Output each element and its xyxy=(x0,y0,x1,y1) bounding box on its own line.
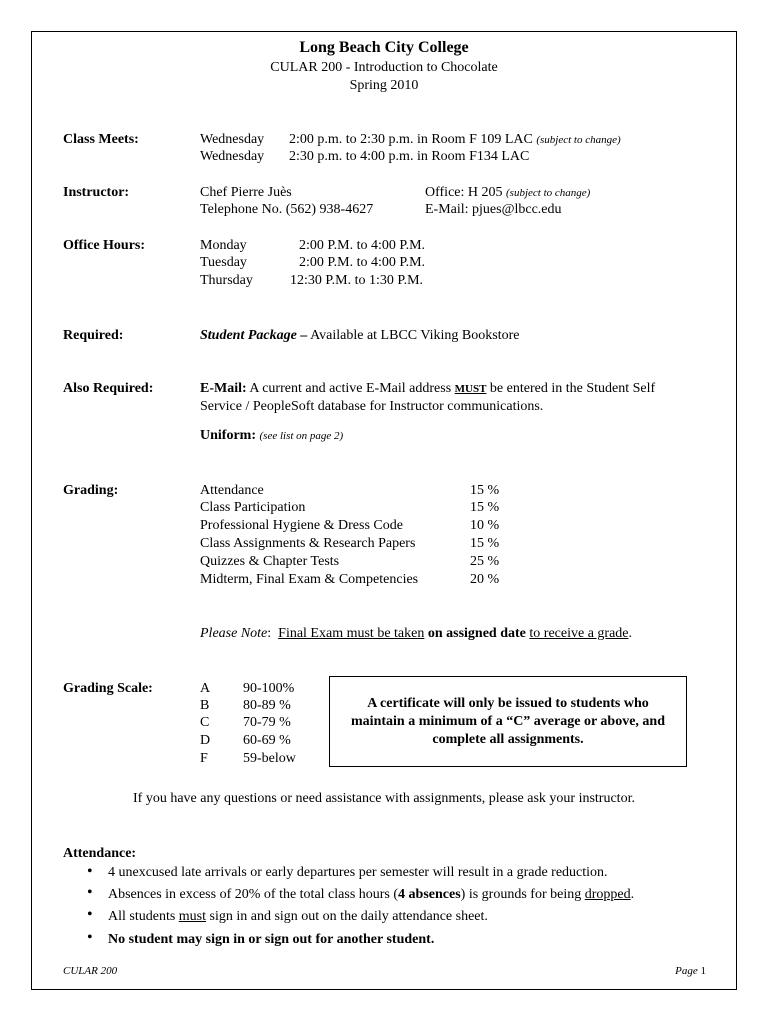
email-requirement-line-1: E-Mail: A current and active E-Mail address MUST be entered in the Student Self xyxy=(200,381,656,396)
page-border xyxy=(31,31,737,990)
attendance-item: Absences in excess of 20% of the total class hours (4 absences) is grounds for being dropped. xyxy=(108,887,635,902)
office-hours-day: Tuesday xyxy=(200,255,247,270)
scale-grade: F xyxy=(200,751,208,766)
required-text: Student Package – Available at LBCC Viking Bookstore xyxy=(200,328,520,343)
grading-pct: 15 % xyxy=(470,536,500,551)
questions-text: If you have any questions or need assistance with assignments, please ask your instructor. xyxy=(133,791,635,806)
grading-pct: 25 % xyxy=(470,554,500,569)
instructor-label: Instructor: xyxy=(63,185,130,200)
scale-range: 70-79 % xyxy=(243,715,291,730)
bullet-icon: • xyxy=(87,884,93,901)
scale-range: 60-69 % xyxy=(243,733,291,748)
scale-range: 59-below xyxy=(243,751,296,766)
attendance-item: All students must sign in and sign out on the daily attendance sheet. xyxy=(108,909,488,924)
grading-pct: 15 % xyxy=(470,500,500,515)
class-meets-label: Class Meets: xyxy=(63,132,139,147)
instructor-email: E-Mail: pjues@lbcc.edu xyxy=(425,202,562,217)
class-meets-note: (subject to change) xyxy=(536,134,621,146)
attendance-item: 4 unexcused late arrivals or early departures per semester will result in a grade reduction. xyxy=(108,865,608,880)
scale-grade: D xyxy=(200,733,211,748)
grading-item: Class Participation xyxy=(200,500,306,515)
grading-item: Quizzes & Chapter Tests xyxy=(200,554,340,569)
scale-range: 90-100% xyxy=(243,681,295,696)
office-hours-time: 2:00 P.M. to 4:00 P.M. xyxy=(299,238,426,253)
grading-scale-label: Grading Scale: xyxy=(63,681,153,696)
attendance-label: Attendance: xyxy=(63,846,137,861)
scale-grade: B xyxy=(200,698,210,713)
required-label: Required: xyxy=(63,328,124,343)
footer-course: CULAR 200 xyxy=(63,965,118,977)
uniform-requirement: Uniform: (see list on page 2) xyxy=(200,428,344,443)
grading-note: Please Note: Final Exam must be taken on assigned date to receive a grade. xyxy=(200,626,632,641)
grading-item: Midterm, Final Exam & Competencies xyxy=(200,572,419,587)
office-hours-day: Thursday xyxy=(200,273,253,288)
course-title: CULAR 200 - Introduction to Chocolate xyxy=(270,60,498,75)
grading-label: Grading: xyxy=(63,483,119,498)
instructor-phone: Telephone No. (562) 938-4627 xyxy=(200,202,374,217)
college-title: Long Beach City College xyxy=(299,39,469,56)
email-requirement-line-2: Service / PeopleSoft database for Instructor communications. xyxy=(200,399,544,414)
grading-item: Attendance xyxy=(200,483,264,498)
office-hours-day: Monday xyxy=(200,238,247,253)
class-meets-day-2: Wednesday xyxy=(200,149,265,164)
grading-item: Class Assignments & Research Papers xyxy=(200,536,416,551)
certificate-text: A certificate will only be issued to students who maintain a minimum of a “C” average or above, and complete all assignments. xyxy=(351,695,665,747)
bullet-icon: • xyxy=(87,863,93,880)
office-hours-time: 12:30 P.M. to 1:30 P.M. xyxy=(290,273,424,288)
scale-range: 80-89 % xyxy=(243,698,291,713)
attendance-item: No student may sign in or sign out for another student. xyxy=(108,932,435,947)
class-meets-time-1: 2:00 p.m. to 2:30 p.m. in Room F 109 LAC (subject to change) xyxy=(289,132,621,147)
grading-pct: 20 % xyxy=(470,572,500,587)
must-emphasis: MUST xyxy=(454,383,487,395)
also-required-label: Also Required: xyxy=(63,381,154,396)
office-hours-label: Office Hours: xyxy=(63,238,146,253)
bullet-icon: • xyxy=(87,929,93,946)
bullet-icon: • xyxy=(87,906,93,923)
instructor-name: Chef Pierre Juès xyxy=(200,185,292,200)
certificate-box xyxy=(329,676,687,767)
scale-grade: A xyxy=(200,681,211,696)
instructor-office: Office: H 205 (subject to change) xyxy=(425,185,591,200)
class-meets-time-2: 2:30 p.m. to 4:00 p.m. in Room F134 LAC xyxy=(289,149,530,164)
office-hours-time: 2:00 P.M. to 4:00 P.M. xyxy=(299,255,426,270)
grading-pct: 10 % xyxy=(470,518,500,533)
scale-grade: C xyxy=(200,715,210,730)
term: Spring 2010 xyxy=(349,78,419,93)
student-package: Student Package – xyxy=(200,328,308,343)
class-meets-day-1: Wednesday xyxy=(200,132,265,147)
footer-page: Page 1 xyxy=(675,965,706,977)
grading-item: Professional Hygiene & Dress Code xyxy=(200,518,403,533)
office-note: (subject to change) xyxy=(506,187,591,199)
grading-pct: 15 % xyxy=(470,483,500,498)
